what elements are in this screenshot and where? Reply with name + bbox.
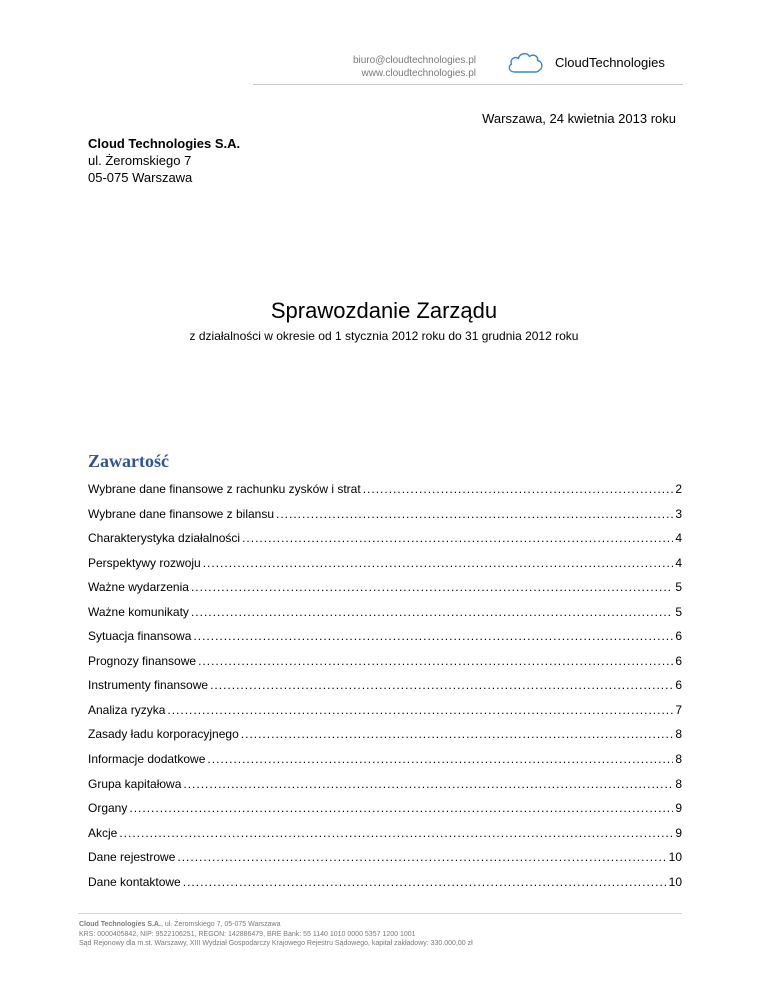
toc-entry-label[interactable]: Akcje xyxy=(88,825,118,840)
toc-entry-page[interactable]: 10 xyxy=(668,874,682,889)
address-city: 05-075 Warszawa xyxy=(88,170,193,185)
toc-leader-dots xyxy=(177,850,666,864)
brand-name: CloudTechnologies xyxy=(555,55,665,70)
toc-entry-page[interactable]: 8 xyxy=(675,752,682,767)
toc-entry-label[interactable]: Wybrane dane finansowe z rachunku zysków i strat xyxy=(88,482,361,496)
toc-entry[interactable] xyxy=(88,703,682,728)
toc-entry-page[interactable]: 7 xyxy=(675,702,682,717)
toc-entry-label[interactable]: Zasady ładu korporacyjnego xyxy=(88,727,239,742)
toc-leader-dots xyxy=(207,752,673,766)
toc-leader-dots xyxy=(183,875,667,889)
toc-entry-page[interactable]: 4 xyxy=(675,555,682,570)
recipient-address xyxy=(88,135,240,186)
toc-entry[interactable] xyxy=(88,629,682,654)
toc-entry-label[interactable]: Instrumenty finansowe xyxy=(88,678,209,693)
toc-entry-page[interactable]: 10 xyxy=(668,850,682,865)
toc-entry-page[interactable]: 5 xyxy=(675,580,682,595)
toc-leader-dots xyxy=(183,777,673,791)
toc-leader-dots xyxy=(193,629,673,643)
footer-address: , ul. Żeromskiego 7, 05-075 Warszawa xyxy=(160,921,281,928)
toc-entry-label[interactable]: Prognozy finansowe xyxy=(88,653,197,668)
toc-leader-dots xyxy=(242,531,673,545)
toc-entry-label[interactable]: Analiza ryzyka xyxy=(88,702,166,717)
toc-entry-label[interactable]: Organy xyxy=(88,801,128,816)
document-subtitle: z działalności w okresie od 1 stycznia 2012 roku do 31 grudnia 2012 roku xyxy=(189,329,579,343)
toc-entry-page[interactable]: 5 xyxy=(675,604,682,619)
toc-leader-dots xyxy=(129,801,673,815)
footer-company: Cloud Technologies S.A. xyxy=(79,921,161,928)
header-contact xyxy=(330,54,476,80)
toc-entry-label[interactable]: Sytuacja finansowa xyxy=(88,629,192,644)
footer-registry: KRS: 0000405842, NIP: 9522106251, REGON: 142886479, BRE Bank: 55 1140 1010 0000 5357 1200 1001 xyxy=(79,930,416,938)
table-of-contents xyxy=(88,482,682,899)
toc-entry-page[interactable]: 4 xyxy=(675,531,682,546)
toc-entry[interactable] xyxy=(88,531,682,556)
document-title: Sprawozdanie Zarządu xyxy=(270,298,498,323)
toc-entry[interactable] xyxy=(88,605,682,630)
toc-entry-page[interactable]: 6 xyxy=(675,678,682,693)
toc-entry[interactable] xyxy=(88,850,682,875)
toc-leader-dots xyxy=(210,678,673,692)
toc-entry-label[interactable]: Charakterystyka działalności xyxy=(88,531,241,546)
toc-leader-dots xyxy=(241,727,674,741)
toc-leader-dots xyxy=(119,826,673,840)
header-email[interactable]: biuro@cloudtechnologies.pl xyxy=(352,55,476,66)
toc-entry[interactable] xyxy=(88,777,682,802)
toc-leader-dots xyxy=(203,556,674,570)
address-company: Cloud Technologies S.A. xyxy=(88,136,241,151)
toc-entry[interactable] xyxy=(88,507,682,532)
toc-entry-page[interactable]: 6 xyxy=(675,653,682,668)
footer-court: Sąd Rejonowy dla m.st. Warszawy, XIII Wydział Gospodarczy Krajowego Rejestru Sądowego, kapitał zakładowy: 330.000,00 zł xyxy=(79,940,473,947)
toc-entry[interactable] xyxy=(88,678,682,703)
brand-logo xyxy=(506,48,686,78)
toc-entry-page[interactable]: 8 xyxy=(675,727,682,742)
toc-entry[interactable] xyxy=(88,875,682,900)
toc-leader-dots xyxy=(363,482,674,496)
toc-entry-label[interactable]: Dane rejestrowe xyxy=(88,850,176,865)
toc-entry-page[interactable]: 3 xyxy=(675,506,682,521)
toc-entry-page[interactable]: 9 xyxy=(675,825,682,840)
toc-entry-page[interactable]: 6 xyxy=(675,629,682,644)
toc-leader-dots xyxy=(191,580,673,594)
toc-entry-label[interactable]: Ważne wydarzenia xyxy=(88,580,189,595)
toc-entry[interactable] xyxy=(88,580,682,605)
date-line: Warszawa, 24 kwietnia 2013 roku xyxy=(482,111,676,126)
toc-entry[interactable] xyxy=(88,727,682,752)
toc-entry[interactable] xyxy=(88,826,682,851)
cloud-icon xyxy=(506,48,544,76)
toc-entry[interactable] xyxy=(88,801,682,826)
toc-leader-dots xyxy=(167,703,673,717)
address-street: ul. Żeromskiego 7 xyxy=(88,153,192,168)
toc-entry-label[interactable]: Grupa kapitałowa xyxy=(88,776,182,791)
toc-entry[interactable] xyxy=(88,752,682,777)
toc-entry-label[interactable]: Ważne komunikaty xyxy=(88,604,189,619)
toc-entry[interactable] xyxy=(88,654,682,679)
toc-entry-label[interactable]: Dane kontaktowe xyxy=(88,874,181,889)
toc-entry[interactable] xyxy=(88,556,682,581)
header-website[interactable]: www.cloudtechnologies.pl xyxy=(361,68,476,79)
footer xyxy=(79,920,473,949)
toc-entry[interactable] xyxy=(88,482,682,507)
header-divider xyxy=(253,84,683,85)
toc-leader-dots xyxy=(191,605,673,619)
toc-entry-page[interactable]: 8 xyxy=(675,776,682,791)
toc-entry-page[interactable]: 9 xyxy=(675,801,682,816)
toc-entry-label[interactable]: Wybrane dane finansowe z bilansu xyxy=(88,506,275,521)
toc-entry-label[interactable]: Informacje dodatkowe xyxy=(88,752,206,767)
toc-entry-page[interactable]: 2 xyxy=(675,482,682,496)
footer-divider xyxy=(78,913,682,914)
toc-leader-dots xyxy=(198,654,673,668)
toc-leader-dots xyxy=(276,507,673,521)
toc-heading: Zawartość xyxy=(88,451,169,471)
toc-entry-label[interactable]: Perspektywy rozwoju xyxy=(88,555,201,570)
